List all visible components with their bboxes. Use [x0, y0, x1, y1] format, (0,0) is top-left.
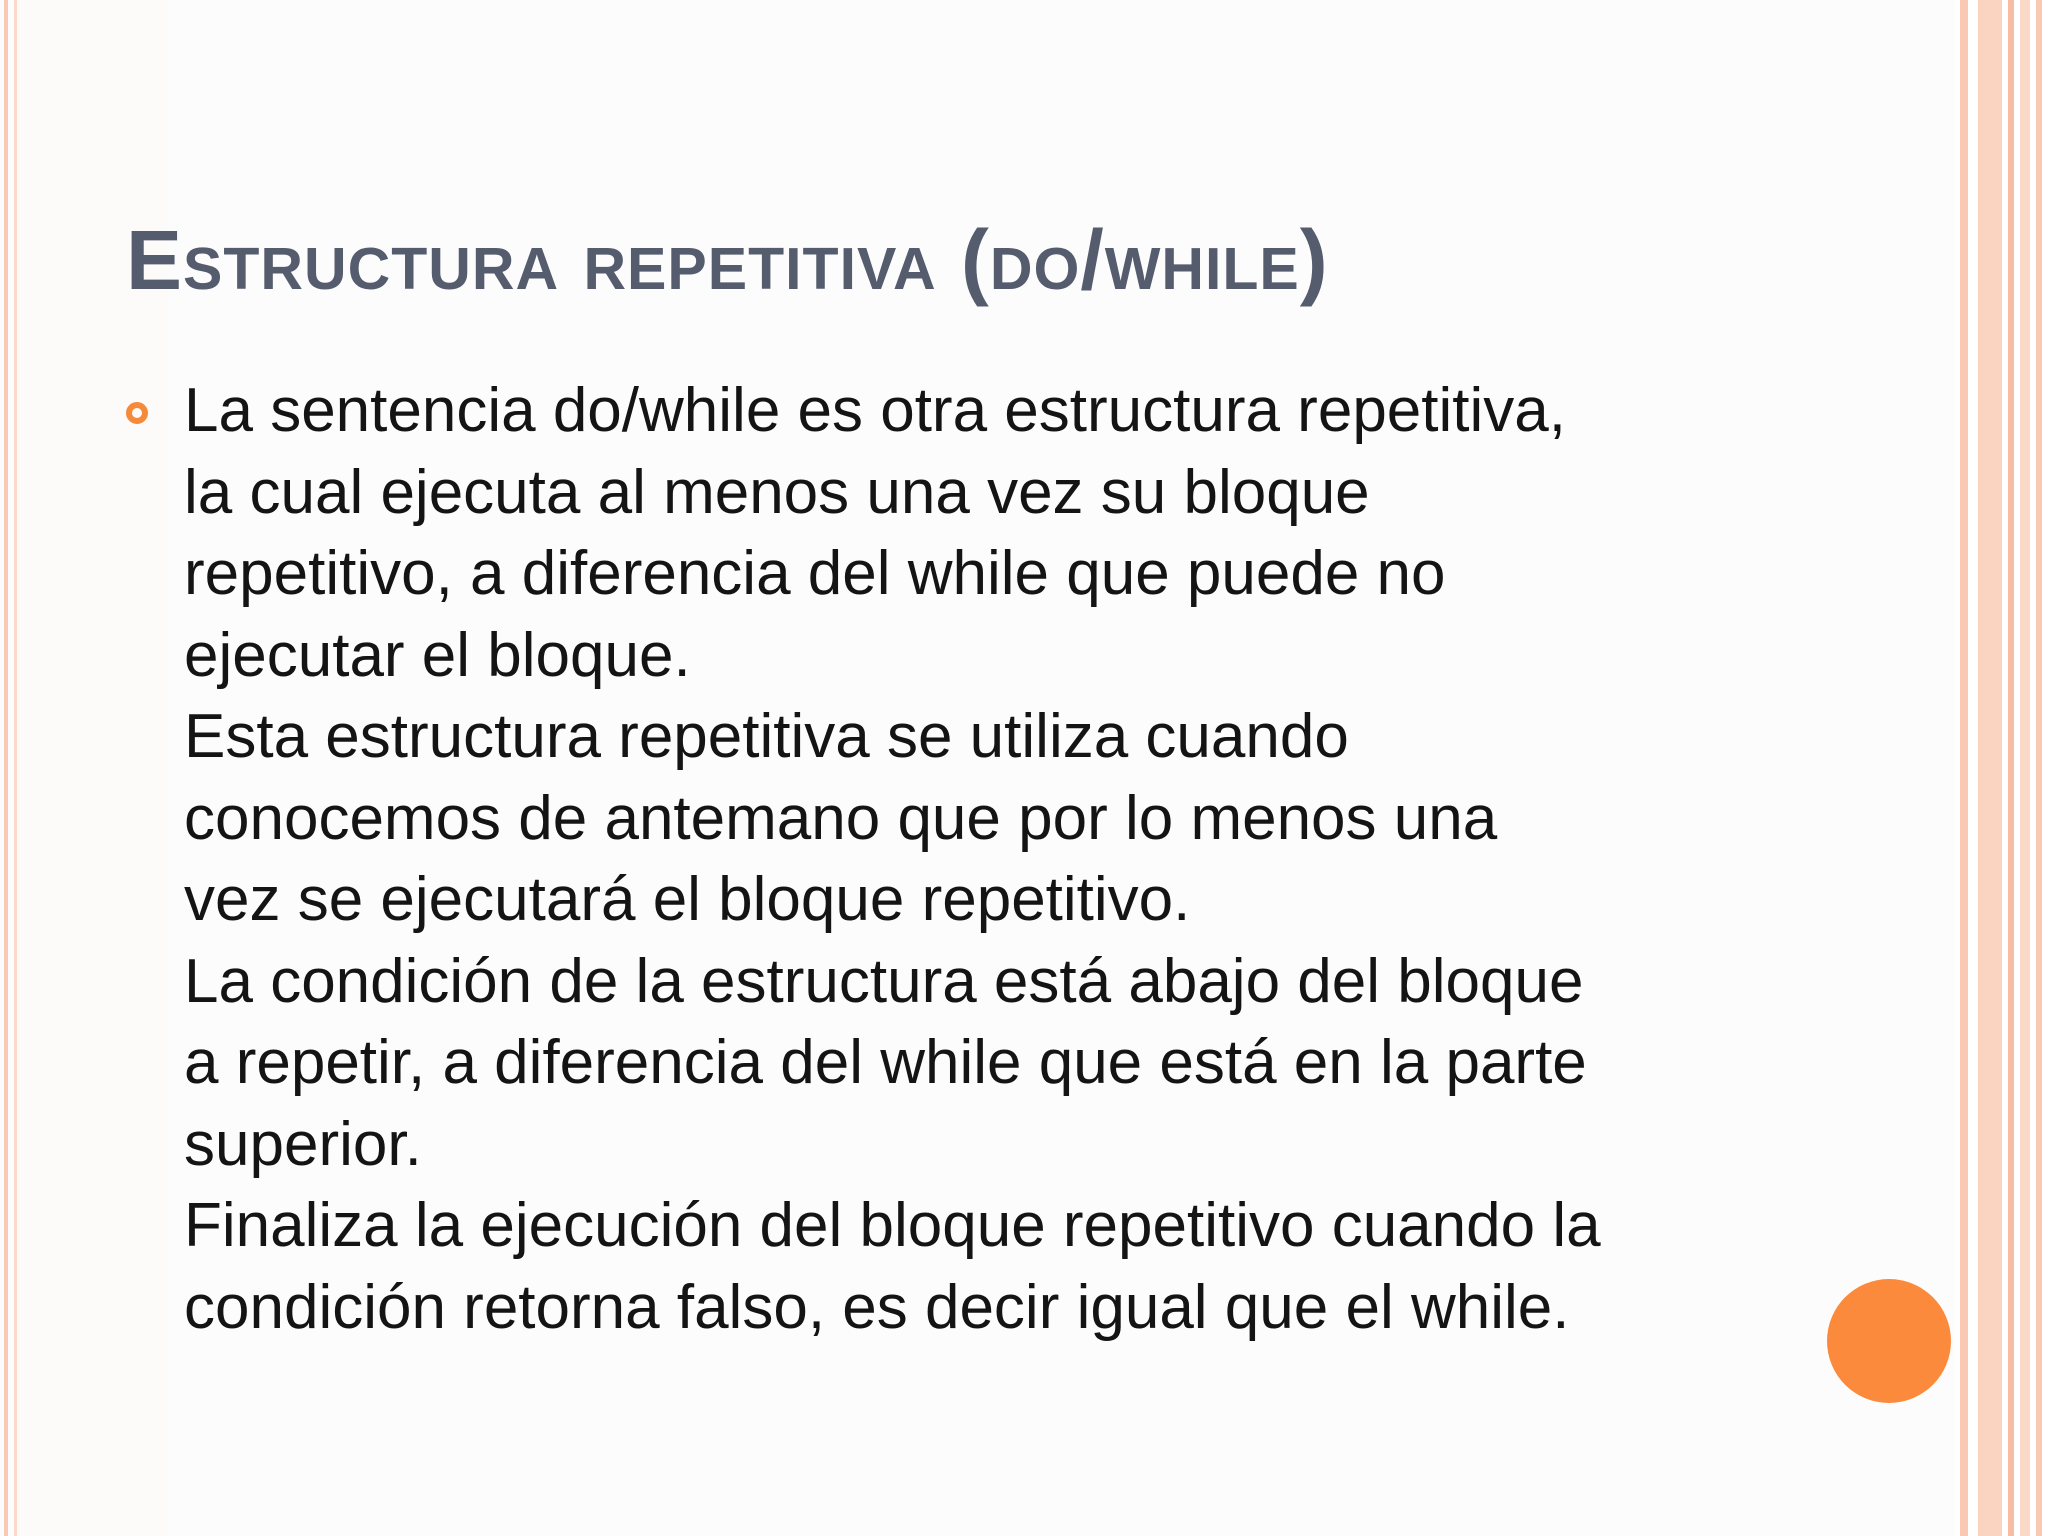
body-line: conocemos de antemano que por lo menos una — [184, 783, 1498, 853]
left-border-line-inner — [14, 0, 17, 1536]
right-stripe — [2020, 0, 2030, 1536]
body-line: vez se ejecutará el bloque repetitivo. — [184, 865, 1191, 934]
body-line: Esta estructura repetitiva se utiliza cuando — [184, 702, 1349, 771]
body-line: repetitivo, a diferencia del while que puede no — [184, 539, 1446, 608]
slide-title: Estructura repetitiva (do/while) — [126, 213, 1329, 307]
body-line: superior. — [184, 1109, 422, 1179]
body-line: a repetir, a diferencia del while que está en la parte — [184, 1028, 1587, 1097]
body-line: La sentencia do/while es otra estructura repetitiva, — [184, 376, 1566, 445]
body-line: La condición de la estructura está abajo del bloque — [184, 946, 1584, 1016]
hollow-circle-bullet-icon — [126, 402, 148, 424]
body-line: condición retorna falso, es decir igual que el while. — [184, 1272, 1570, 1342]
right-stripe — [1978, 0, 2002, 1536]
body-line: la cual ejecuta al menos una vez su bloque — [184, 457, 1370, 527]
left-border-line — [4, 0, 8, 1536]
right-stripe — [2008, 0, 2014, 1536]
body-line: ejecutar el bloque. — [184, 620, 691, 690]
right-stripe — [2036, 0, 2042, 1536]
orange-circle-icon — [1827, 1279, 1951, 1403]
right-stripe — [1960, 0, 1968, 1536]
body-line: Finaliza la ejecución del bloque repetitivo cuando la — [184, 1191, 1601, 1260]
slide-body — [184, 370, 1784, 1348]
